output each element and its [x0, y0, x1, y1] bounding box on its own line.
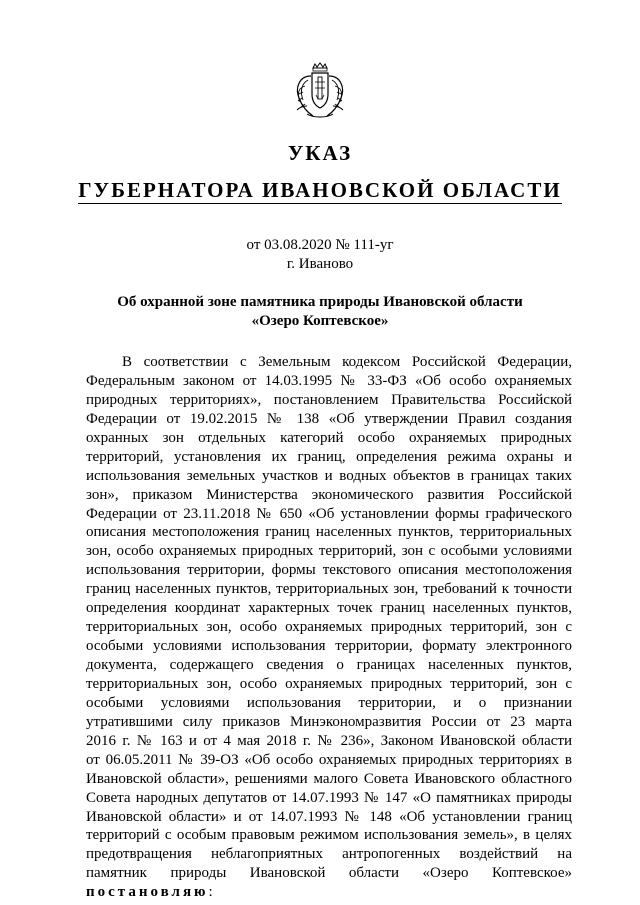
document-subject-line-1: Об охранной зоне памятника природы Ивановской области [117, 294, 523, 310]
body-line: природных территориях», постановлением Правительства Российской [86, 391, 572, 408]
body-line: Федеральным законом от 14.03.1995 № 33-ФЗ «Об особо охраняемых [86, 372, 572, 389]
body-line: предотвращения неблагоприятных антропогенных воздействий на [86, 846, 572, 863]
body-line: Федерации от 23.11.2018 № 650 «Об установлении формы графического [86, 505, 572, 522]
body-line: охранных зон отдельных категорий особо охраняемых природных [86, 429, 572, 446]
body-line: территорий с особым правовым режимом использования земель», в целях [86, 827, 572, 844]
body-line: определения координат характерных точек границ населенных пунктов, [86, 600, 572, 617]
document-body [86, 353, 572, 902]
document-type-title: УКАЗ [287, 141, 353, 165]
body-line: документа, содержащего сведения о границах населенных пунктов, [86, 657, 572, 673]
body-line: использования земельных участков и водных объектов в границах таких [86, 467, 572, 484]
body-line: использования территории, формы текстового описания местоположения [86, 562, 572, 579]
body-line: Совета народных депутатов от 14.07.1993 № 147 «О памятниках природы [86, 789, 572, 806]
body-line: зон, особо охраняемых природных территорий, зон с особыми условиями [86, 543, 572, 560]
document-city: г. Иваново [286, 256, 354, 272]
decree-line [86, 883, 572, 902]
body-line: В соответствии с Земельным кодексом Российской Федерации, [122, 354, 572, 370]
coat-of-arms-emblem [293, 62, 347, 120]
body-line: территориальных зон, особо охраняемых природных территорий, зон с [86, 619, 572, 636]
body-line: особыми условиями использования территории, формату электронного [86, 638, 572, 655]
document-date-number: от 03.08.2020 № 111-уг [246, 237, 394, 253]
issuer-title: ГУБЕРНАТОРА ИВАНОВСКОЙ ОБЛАСТИ [78, 178, 562, 202]
body-line: Ивановской области» и от 14.07.1993 № 148 «Об установлении границ [86, 808, 572, 825]
body-line: памятник природы Ивановской области «Озеро Коптевское» [86, 865, 572, 882]
body-line: границ населенных пунктов, территориальных зон, требований к точности [86, 581, 572, 598]
decree-word: постановляю [86, 884, 209, 901]
body-line: от 06.05.2011 № 39-ОЗ «Об особо охраняемых природных территориях в [86, 751, 572, 768]
body-line: зон», приказом Министерства экономического развития Российской [86, 486, 572, 503]
body-line: Федерации от 19.02.2015 № 138 «Об утверждении Правил создания [86, 410, 572, 427]
body-line: описания местоположения границ населенных пунктов, территориальных [86, 524, 572, 541]
body-line: территориальных зон, особо охраняемых природных территорий, зон с [86, 675, 572, 692]
body-line: Ивановской области», решениями малого Совета Ивановского областного [86, 770, 572, 787]
body-line: 2016 г. № 163 и от 4 мая 2018 г. № 236», Законом Ивановской области [86, 732, 572, 749]
document-subject-line-2: «Озеро Коптевское» [251, 313, 389, 329]
body-line: особыми условиями использования территории, и о признании [86, 694, 572, 711]
body-line: территорий, установления их границ, определения режима охраны и [86, 448, 572, 465]
body-line: утратившими силу приказов Минэкономразвития России от 23 марта [86, 713, 572, 730]
decree-colon: : [208, 884, 213, 901]
